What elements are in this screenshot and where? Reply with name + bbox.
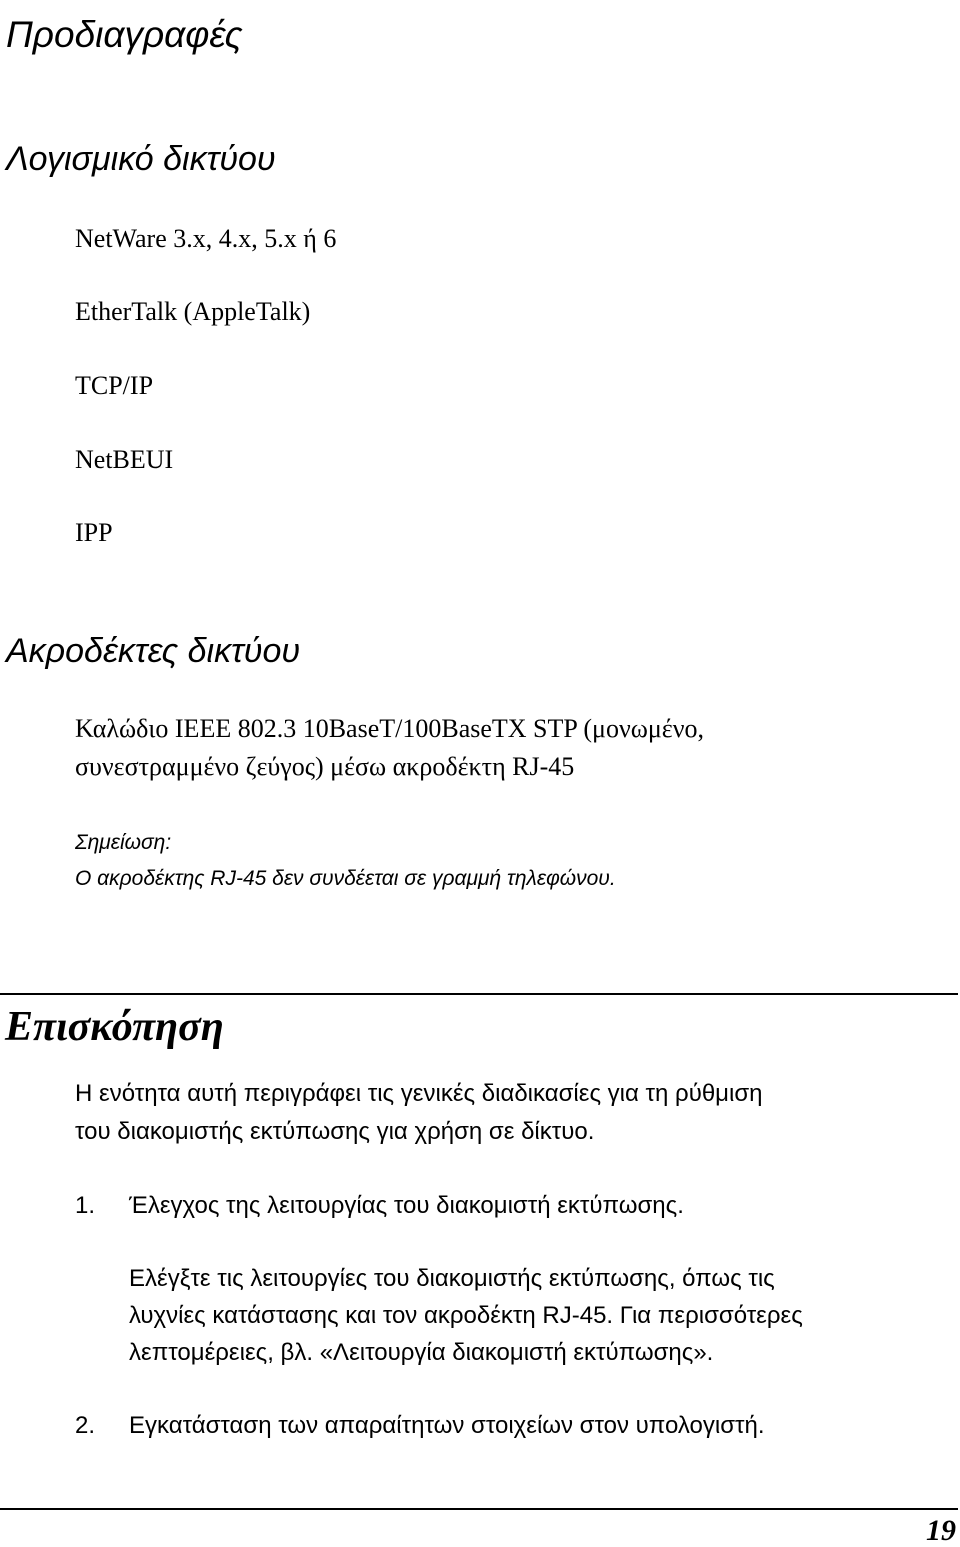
overview-heading: Επισκόπηση bbox=[5, 1004, 224, 1050]
note-label: Σημείωση: bbox=[75, 831, 172, 854]
software-item-netware: NetWare 3.x, 4.x, 5.x ή 6 bbox=[75, 224, 337, 253]
overview-intro-line-1: Η ενότητα αυτή περιγράφει τις γενικές διαδικασίες για τη ρύθμιση bbox=[75, 1080, 763, 1107]
step-1-title: Έλεγχος της λειτουργίας του διακομιστή εκτύπωσης. bbox=[129, 1192, 684, 1219]
overview-intro-line-2: του διακομιστής εκτύπωσης για χρήση σε δίκτυο. bbox=[75, 1118, 595, 1145]
step-1-description-line-3: λεπτομέρειες, βλ. «Λειτουργία διακομιστή εκτύπωσης». bbox=[129, 1339, 714, 1366]
step-1-number: 1. bbox=[75, 1192, 96, 1219]
note-text: Ο ακροδέκτης RJ-45 δεν συνδέεται σε γραμμή τηλεφώνου. bbox=[75, 867, 616, 890]
step-2-title: Εγκατάσταση των απαραίτητων στοιχείων στον υπολογιστή. bbox=[129, 1412, 765, 1439]
software-item-ipp: IPP bbox=[75, 518, 113, 547]
cable-spec-line-2: συνεστραμμένο ζεύγος) μέσω ακροδέκτη RJ-45 bbox=[75, 752, 575, 781]
software-item-ethertalk: EtherTalk (AppleTalk) bbox=[75, 297, 311, 326]
software-item-netbeui: NetBEUI bbox=[75, 445, 174, 474]
software-heading: Λογισμικό δικτύου bbox=[6, 140, 276, 178]
step-1-description-line-2: λυχνίες κατάστασης και τον ακροδέκτη RJ-45. Για περισσότερες bbox=[129, 1302, 803, 1329]
step-1-description-line-1: Ελέγξτε τις λειτουργίες του διακομιστής εκτύπωσης, όπως τις bbox=[129, 1265, 775, 1292]
footer-rule bbox=[0, 1508, 958, 1510]
page-number: 19 bbox=[926, 1514, 956, 1547]
connectors-heading: Ακροδέκτες δικτύου bbox=[6, 632, 301, 670]
cable-spec-line-1: Καλώδιο IEEE 802.3 10BaseT/100BaseTX STP (μονωμένο, bbox=[75, 714, 704, 743]
section-divider bbox=[0, 993, 958, 995]
step-2-number: 2. bbox=[75, 1412, 96, 1439]
page-title: Προδιαγραφές bbox=[6, 14, 243, 55]
software-item-tcpip: TCP/IP bbox=[75, 371, 154, 400]
